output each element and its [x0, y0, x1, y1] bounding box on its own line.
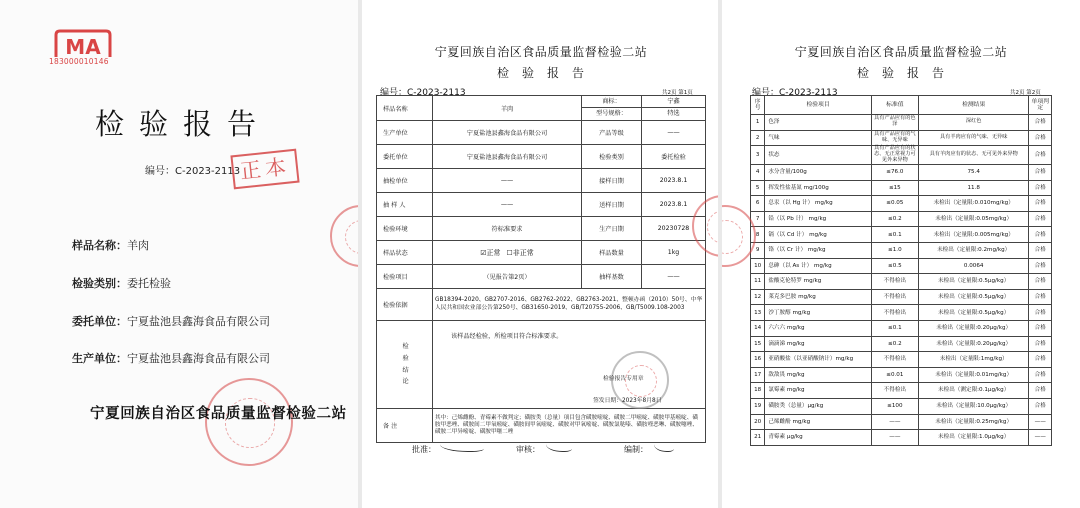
column-header: 单项判定 — [1029, 96, 1052, 115]
model-label: 型号规格： — [596, 110, 627, 117]
field-value: 羊肉 — [127, 239, 149, 252]
table-cell: 7 — [751, 211, 765, 227]
table-cell: 具有羊肉应有的气味、无异味 — [918, 130, 1029, 146]
table-cell: 13 — [751, 305, 765, 321]
table-cell: 水分含量/100g — [765, 165, 871, 181]
table-cell: ≤15 — [871, 180, 918, 196]
table-cell: 样品状态 — [377, 241, 433, 265]
table-row — [751, 352, 1052, 368]
table-cell: 19 — [751, 399, 765, 415]
table-cell: ≤1.0 — [871, 243, 918, 259]
table-cell: 5 — [751, 180, 765, 196]
table-cell: 具有产品应有的色泽 — [871, 115, 918, 131]
report-page-2 — [722, 0, 1080, 508]
table-cell: 总汞（以 Hg 计） mg/kg — [765, 196, 871, 212]
table-cell: 委托单位 — [377, 145, 433, 169]
table-row — [751, 430, 1052, 446]
table-cell: 未检出（定量限:0.20μg/kg） — [918, 336, 1029, 352]
table-cell: 未检出（测定限:0.1μg/kg） — [918, 383, 1029, 399]
issue-date: 签发日期：2023年8月8日 — [593, 398, 662, 404]
table-cell: 深红色 — [918, 115, 1029, 131]
table-cell: 未检出（定量限:10.0μg/kg） — [918, 399, 1029, 415]
cover-field-sample — [72, 237, 149, 253]
table-cell: ≤0.05 — [871, 196, 918, 212]
table-header-row — [751, 96, 1052, 115]
table-row — [751, 243, 1052, 259]
table-cell: 未检出（定量限:0.2mg/kg） — [918, 243, 1029, 259]
table-cell: 未检出（定量限:1mg/kg） — [918, 352, 1029, 368]
reviewer-signature — [546, 440, 572, 452]
table-cell: 不得检出 — [871, 352, 918, 368]
table-cell: 宁夏盐池县鑫海食品有限公司 — [433, 121, 582, 145]
table-cell: 总砷（以 As 计） mg/kg — [765, 258, 871, 274]
field-value: 宁夏盐池县鑫海食品有限公司 — [127, 315, 270, 328]
table-cell: 合格 — [1029, 130, 1052, 146]
table-cell: 未检出（定量限:0.010mg/kg） — [918, 196, 1029, 212]
table-cell: 生产单位 — [377, 121, 433, 145]
table-cell: 敌敌畏 mg/kg — [765, 367, 871, 383]
test-basis-text: GB18394-2020、GB2707-2016、GB2762-2022、GB2763-2021、整顿办函（2010）50号、中华人民共和国农业部公告第250号、GB31650-2019、GB/T20755-2006、GB/T5009.108-2003 — [433, 289, 706, 321]
table-cell: 抽检单位 — [377, 169, 433, 193]
table-row — [751, 258, 1052, 274]
table-cell: 未检出（定量限:0.05mg/kg） — [918, 211, 1029, 227]
table-cell: —— — [1029, 430, 1052, 446]
table-row — [377, 241, 706, 265]
table-cell: 3 — [751, 146, 765, 165]
table-cell: 六六六 mg/kg — [765, 321, 871, 337]
table-cell: 合格 — [1029, 321, 1052, 337]
table-row — [751, 180, 1052, 196]
field-label: 检验类别： — [72, 277, 127, 290]
report-number: 编号：C-2023-2113 — [380, 88, 466, 98]
table-row — [751, 336, 1052, 352]
table-row — [751, 211, 1052, 227]
table-cell: 合格 — [1029, 258, 1052, 274]
table-cell: 未检出（定量限:0.01mg/kg） — [918, 367, 1029, 383]
page-indicator: 共2页 第1页 — [662, 90, 693, 96]
table-cell: 未检出（定量限:0.5μg/kg） — [918, 274, 1029, 290]
table-cell: 氯霉素 mg/kg — [765, 383, 871, 399]
table-cell: 未检出（定量限:1.0μg/kg） — [918, 430, 1029, 446]
table-row — [377, 265, 706, 289]
report-number: 编号：C-2023-2113 — [752, 88, 838, 98]
table-cell: 委托检验 — [642, 145, 706, 169]
header-organization: 宁夏回族自治区食品质量监督检验二站 — [794, 45, 1008, 59]
cma-number: 183000010146 — [49, 57, 109, 66]
table-cell: 2023.8.1 — [642, 193, 706, 217]
page-indicator: 共2页 第2页 — [1010, 90, 1041, 96]
cma-logo-text: MA — [65, 35, 101, 59]
table-cell — [642, 96, 706, 121]
table-cell: —— — [1029, 414, 1052, 430]
table-cell: 合格 — [1029, 274, 1052, 290]
cover-title: 检验报告 — [95, 107, 272, 141]
table-cell: 检验项目 — [377, 265, 433, 289]
table-cell: 不得检出 — [871, 289, 918, 305]
table-cell: 生产日期 — [582, 217, 642, 241]
table-cell: 14 — [751, 321, 765, 337]
table-cell: ≤0.2 — [871, 336, 918, 352]
report-page-1 — [362, 0, 720, 508]
table-cell: 符标准要求 — [433, 217, 582, 241]
table-cell: 21 — [751, 430, 765, 446]
table-cell: 合格 — [1029, 115, 1052, 131]
table-cell: ≤76.0 — [871, 165, 918, 181]
report-cover-page — [0, 0, 358, 508]
table-cell: 合格 — [1029, 165, 1052, 181]
table-cell: 11.8 — [918, 180, 1029, 196]
header-title: 检验报告 — [856, 66, 957, 80]
table-cell: 合格 — [1029, 289, 1052, 305]
table-row — [751, 414, 1052, 430]
table-row — [751, 321, 1052, 337]
table-cell — [433, 241, 582, 265]
table-row — [751, 196, 1052, 212]
table-cell: 合格 — [1029, 243, 1052, 259]
table-cell: 检验依据 — [377, 289, 433, 321]
brand-value: 宁鑫 — [642, 96, 705, 108]
table-cell: 未检出（定量限:0.25mg/kg） — [918, 414, 1029, 430]
test-results-table — [750, 95, 1052, 446]
table-cell: 75.4 — [918, 165, 1029, 181]
cover-organization: 宁夏回族自治区食品质量监督检验二站 — [90, 406, 347, 422]
conclusion-text: 该样品经检验，所检项目符合标准要求。 — [451, 333, 563, 340]
table-cell: 亚硝酸盐（以亚硝酸钠计）mg/kg — [765, 352, 871, 368]
table-row — [377, 217, 706, 241]
table-cell: 12 — [751, 289, 765, 305]
results-body — [751, 115, 1052, 446]
table-cell: 9 — [751, 243, 765, 259]
table-cell: 抽样基数 — [582, 265, 642, 289]
table-cell: 8 — [751, 227, 765, 243]
original-copy-stamp: 正本 — [230, 149, 299, 190]
table-row — [377, 145, 706, 169]
table-cell: ≤0.2 — [871, 211, 918, 227]
table-cell: 产品等级 — [582, 121, 642, 145]
state-abnormal-checkbox: ☐非正常 — [506, 248, 534, 257]
approver-label: 批准： — [412, 445, 436, 454]
table-cell: 盐酸克伦特罗 mg/kg — [765, 274, 871, 290]
table-cell: 莱克多巴胺 mg/kg — [765, 289, 871, 305]
remark-text: 其中：己烯雌酚、青霉素不做判定；磺胺类（总量）项目包含磺胺嘧啶、磺胺二甲嘧啶、磺胺甲基嘧啶、磺胺甲恶唑、磺胺间二甲氧嘧啶、磺胺间甲氧嘧啶、磺胺对甲氧嘧啶、磺胺氯哒嗪、磺胺喹恶啉、磺胺噻唑、磺胺二甲异嘧啶、磺胺甲噻二唑 — [433, 409, 706, 443]
field-label: 委托单位： — [72, 315, 127, 328]
table-cell: 20230728 — [642, 217, 706, 241]
cover-field-client — [72, 313, 270, 329]
table-cell: 20 — [751, 414, 765, 430]
table-cell: 18 — [751, 383, 765, 399]
table-row — [751, 289, 1052, 305]
table-cell — [582, 96, 642, 121]
maker-signature — [654, 440, 674, 452]
table-cell: 沙丁胺醇 mg/kg — [765, 305, 871, 321]
table-cell: 合格 — [1029, 383, 1052, 399]
field-label: 生产单位： — [72, 352, 127, 365]
cover-field-producer — [72, 350, 270, 366]
brand-label: 商标： — [582, 96, 641, 108]
field-label: 样品名称： — [72, 239, 127, 252]
table-cell: 挥发性盐基氮 mg/100g — [765, 180, 871, 196]
conclusion-label: 检验结论 — [402, 342, 409, 386]
table-cell: 2 — [751, 130, 765, 146]
table-row — [751, 146, 1052, 165]
table-row — [377, 169, 706, 193]
conclusion-cell — [433, 321, 706, 409]
page-header — [722, 43, 1080, 81]
table-cell: 具有羊肉应有的状态、无可见外来异物 — [918, 146, 1029, 165]
maker-label: 编制： — [624, 445, 648, 454]
seal-text: 检验报告专用章 — [603, 376, 644, 382]
header-title: 检验报告 — [496, 66, 597, 80]
table-row — [751, 274, 1052, 290]
edge-seal-stamp — [330, 205, 358, 267]
table-cell: 送样日期 — [582, 193, 642, 217]
table-row — [751, 383, 1052, 399]
table-cell: 不得检出 — [871, 305, 918, 321]
table-row — [751, 367, 1052, 383]
table-cell: 气味 — [765, 130, 871, 146]
table-cell: 合格 — [1029, 352, 1052, 368]
table-cell: 检验类别 — [582, 145, 642, 169]
table-cell: 宁夏盐池县鑫海食品有限公司 — [433, 145, 582, 169]
table-cell: 合格 — [1029, 180, 1052, 196]
table-cell: 样品名称 — [377, 96, 433, 121]
reviewer-label: 审核： — [516, 445, 540, 454]
table-cell: 合格 — [1029, 367, 1052, 383]
table-cell: 0.0064 — [918, 258, 1029, 274]
table-cell: 青霉素 μg/kg — [765, 430, 871, 446]
table-cell: 未检出（定量限:0.5μg/kg） — [918, 289, 1029, 305]
table-cell: 未检出（定量限:0.5μg/kg） — [918, 305, 1029, 321]
table-cell: 备 注 — [377, 409, 433, 443]
table-cell: 2023.8.1 — [642, 169, 706, 193]
table-cell: —— — [433, 193, 582, 217]
table-row — [377, 321, 706, 409]
table-cell: —— — [642, 265, 706, 289]
table-cell: 不得检出 — [871, 274, 918, 290]
table-row — [751, 130, 1052, 146]
table-cell: 合格 — [1029, 305, 1052, 321]
table-cell — [377, 321, 433, 409]
table-cell: 1 — [751, 115, 765, 131]
table-cell: —— — [871, 414, 918, 430]
table-cell: —— — [433, 169, 582, 193]
table-row — [751, 165, 1052, 181]
table-cell: 样品数量 — [582, 241, 642, 265]
cma-logo-icon — [52, 27, 114, 61]
column-header: 检测结果 — [918, 96, 1029, 115]
header-organization: 宁夏回族自治区食品质量监督检验二站 — [434, 45, 648, 59]
table-cell: 己烯雌酚 mg/kg — [765, 414, 871, 430]
sample-info-table — [376, 95, 706, 443]
table-cell: 检验环境 — [377, 217, 433, 241]
column-header: 检验项目 — [765, 96, 871, 115]
table-cell: ≤0.1 — [871, 321, 918, 337]
table-cell: ≤0.01 — [871, 367, 918, 383]
table-cell: 17 — [751, 367, 765, 383]
table-cell: 色泽 — [765, 115, 871, 131]
model-value: 特选 — [667, 110, 680, 117]
table-cell: 15 — [751, 336, 765, 352]
table-cell: 11 — [751, 274, 765, 290]
table-row — [377, 193, 706, 217]
table-cell: 4 — [751, 165, 765, 181]
table-row — [377, 289, 706, 321]
table-cell: 铅（以 Pb 计） mg/kg — [765, 211, 871, 227]
table-cell: 合格 — [1029, 336, 1052, 352]
column-header: 标准值 — [871, 96, 918, 115]
table-cell: 接样日期 — [582, 169, 642, 193]
state-normal-checkbox: ☑正常 — [480, 248, 501, 257]
table-cell: 合格 — [1029, 211, 1052, 227]
table-cell: 具有产品应有的状态、无正常视力可见外来异物 — [871, 146, 918, 165]
table-cell: 16 — [751, 352, 765, 368]
table-cell: —— — [642, 121, 706, 145]
table-row — [751, 227, 1052, 243]
table-cell: 不得检出 — [871, 383, 918, 399]
table-cell: 镉（以 Cd 计） mg/kg — [765, 227, 871, 243]
table-cell: 1kg — [642, 241, 706, 265]
table-row — [377, 409, 706, 443]
table-cell: 未检出（定量限:0.20μg/kg） — [918, 321, 1029, 337]
table-cell: 10 — [751, 258, 765, 274]
column-header: 序号 — [751, 96, 765, 115]
table-cell: 磺胺类（总量）μg/kg — [765, 399, 871, 415]
table-cell: 合格 — [1029, 196, 1052, 212]
field-value: 宁夏盐池县鑫海食品有限公司 — [127, 352, 270, 365]
table-row — [377, 121, 706, 145]
table-cell: ≤0.5 — [871, 258, 918, 274]
table-cell: 抽 样 人 — [377, 193, 433, 217]
table-row — [751, 399, 1052, 415]
page-header — [362, 43, 720, 81]
cover-field-type — [72, 275, 171, 291]
table-cell: 铬（以 Cr 计） mg/kg — [765, 243, 871, 259]
table-cell: 6 — [751, 196, 765, 212]
table-cell: 具有产品应有的气味、无异味 — [871, 130, 918, 146]
table-cell: 状态 — [765, 146, 871, 165]
field-value: 委托检验 — [127, 277, 171, 290]
table-row — [751, 305, 1052, 321]
table-cell: 合格 — [1029, 146, 1052, 165]
table-cell: 合格 — [1029, 399, 1052, 415]
table-cell: 合格 — [1029, 227, 1052, 243]
table-cell: 未检出（定量限:0.005mg/kg） — [918, 227, 1029, 243]
table-cell: ≤0.1 — [871, 227, 918, 243]
table-cell: ≤100 — [871, 399, 918, 415]
approver-signature — [440, 440, 484, 452]
table-cell: 羊肉 — [433, 96, 582, 121]
table-row — [377, 96, 706, 121]
table-cell: —— — [871, 430, 918, 446]
cover-report-number: 编号：C-2023-2113 — [145, 166, 241, 177]
table-row — [751, 115, 1052, 131]
table-cell: （见报告第2页） — [433, 265, 582, 289]
table-cell: 滴滴涕 mg/kg — [765, 336, 871, 352]
